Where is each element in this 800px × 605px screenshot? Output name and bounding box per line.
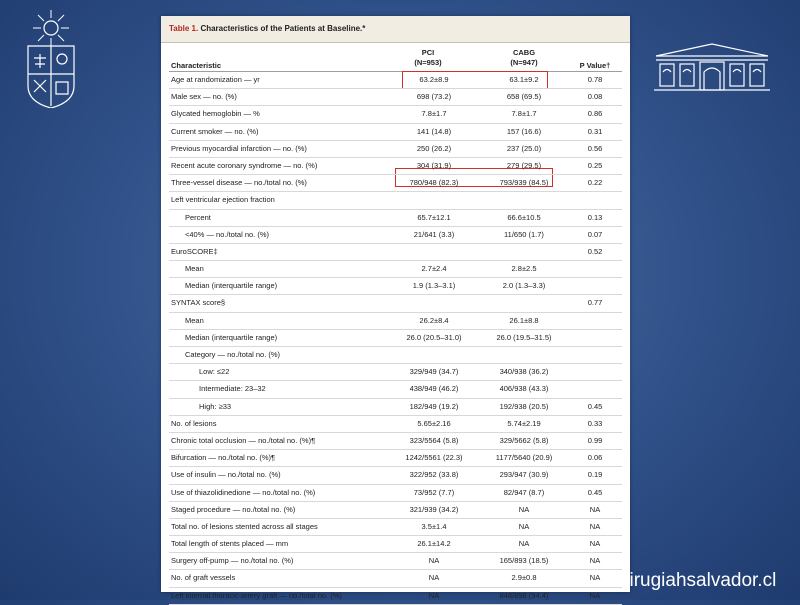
row-label: <40% — no./total no. (%) [185,229,270,239]
row-cabg-value: 848/898 (94.4) [499,590,549,600]
row-p-value: 0.77 [587,298,603,308]
row-pci-value: NA [428,556,440,566]
row-cabg-value: 165/893 (18.5) [499,556,549,566]
row-label: Previous myocardial infarction — no. (%) [171,143,307,153]
row-p-value: 0.52 [587,246,603,256]
row-label: Staged procedure — no./total no. (%) [171,504,296,514]
table-row [169,72,622,89]
table-row [169,399,622,416]
row-cabg-value: 26.0 (19.5–31.5) [496,332,552,342]
table-row [169,106,622,123]
row-pci-value: 26.2±8.4 [419,315,449,325]
table-body [169,72,622,605]
table-title-bar [161,16,630,43]
table-row [169,278,622,295]
row-pci-value: 182/949 (19.2) [409,401,459,411]
table-title: Characteristics of the Patients at Baseline.* [200,24,366,33]
row-label: SYNTAX score§ [171,298,226,308]
row-pci-value: 323/5564 (5.8) [409,435,459,445]
table-row [169,313,622,330]
row-label: Three-vessel disease — no./total no. (%) [171,178,307,188]
column-pci [373,48,483,68]
table-column-header [169,43,622,72]
row-cabg-value: 279 (29.5) [506,160,542,170]
row-p-value: NA [589,590,601,600]
table-row [169,124,622,141]
row-label: Use of thiazolidinedione — no./total no. (%) [171,487,316,497]
table-row [169,519,622,536]
row-label: No. of graft vessels [171,573,236,583]
row-pci-value: 141 (14.8) [416,126,452,136]
table-row [169,570,622,587]
row-p-value: 0.25 [587,160,603,170]
row-pci-value: 780/948 (82.3) [409,178,459,188]
table-row [169,210,622,227]
row-cabg-value: NA [518,539,530,549]
row-p-value: NA [589,521,601,531]
table-row [169,381,622,398]
row-cabg-value: NA [518,521,530,531]
row-label: Current smoker — no. (%) [171,126,259,136]
row-pci-value: 250 (26.2) [416,143,452,153]
row-cabg-value: 66.6±10.5 [507,212,541,222]
row-p-value: 0.22 [587,178,603,188]
row-cabg-value: 11/650 (1.7) [504,229,544,239]
row-label: Low: ≤22 [199,367,230,377]
row-p-value: 0.19 [587,470,603,480]
table-row [169,588,622,605]
table-row [169,364,622,381]
row-p-value: 0.07 [587,229,603,239]
hospital-building-icon [652,42,772,92]
table-row [169,261,622,278]
row-pci-value: 322/952 (33.8) [409,470,459,480]
table-row [169,244,622,261]
row-p-value: 0.78 [587,75,603,84]
row-cabg-value: 406/938 (43.3) [499,384,549,394]
row-pci-value: 698 (73.2) [416,92,452,102]
footer-url: cirugiahsalvador.cl [620,570,777,591]
row-label: Glycated hemoglobin — % [171,109,260,119]
row-cabg-value: 340/938 (36.2) [499,367,549,377]
table-row [169,502,622,519]
row-label: Total length of stents placed — mm [171,539,289,549]
table-row [169,158,622,175]
row-label: Chronic total occlusion — no./total no. (%)¶ [171,435,316,445]
row-pci-value: 1.9 (1.3–3.1) [412,281,456,291]
row-p-value: NA [589,556,601,566]
row-cabg-value: 2.8±2.5 [511,264,537,274]
row-label: Male sex — no. (%) [171,92,237,102]
university-crest-icon [22,8,80,108]
row-p-value: 0.45 [587,487,603,497]
row-p-value: 0.99 [587,435,603,445]
row-label: Total no. of lesions stented across all stages [171,521,318,531]
row-pci-value: 3.5±1.4 [421,521,447,531]
row-p-value: 0.06 [587,453,603,463]
column-pci-name: PCI [421,48,435,57]
row-p-value: 0.33 [587,418,603,428]
column-p-value: P Value† [579,61,611,70]
row-pci-value: 329/949 (34.7) [409,367,459,377]
table-label: Table 1. [169,24,199,33]
row-label: Percent [185,212,211,222]
table-row [169,536,622,553]
row-label: Median (interquartile range) [185,332,278,342]
column-pci-n: (N=953) [414,58,442,67]
baseline-table-panel [161,16,630,600]
row-pci-value: 21/641 (3.3) [413,229,455,239]
column-cabg [469,48,579,68]
row-cabg-value: 1177/5640 (20.9) [495,453,553,463]
row-label: Mean [185,264,204,274]
row-pci-value: 7.8±1.7 [421,109,447,119]
row-label: EuroSCORE‡ [171,246,218,256]
row-label: Bifurcation — no./total no. (%)¶ [171,453,276,463]
row-pci-value: NA [428,590,440,600]
row-label: High: ≥33 [199,401,232,411]
row-p-value: NA [589,504,601,514]
row-cabg-value: 7.8±1.7 [511,109,537,119]
row-cabg-value: 2.0 (1.3–3.3) [502,281,546,291]
row-cabg-value: 26.1±8.8 [509,315,539,325]
row-cabg-value: 2.9±0.8 [511,573,537,583]
row-pci-value: 1242/5561 (22.3) [405,453,463,463]
row-cabg-value: 63.1±9.2 [509,75,539,84]
column-cabg-n: (N=947) [510,58,538,67]
row-pci-value: 26.1±14.2 [417,539,451,549]
row-label: No. of lesions [171,418,217,428]
row-pci-value: 26.0 (20.5–31.0) [406,332,462,342]
row-label: Intermediate: 23–32 [199,384,266,394]
row-cabg-value: 658 (69.5) [506,92,542,102]
row-cabg-value: 293/947 (30.9) [499,470,549,480]
table-row [169,450,622,467]
column-characteristic: Characteristic [171,61,222,70]
table-row [169,416,622,433]
row-pci-value: 63.2±8.9 [419,75,449,84]
row-pci-value: 438/949 (46.2) [409,384,459,394]
row-p-value: 0.08 [587,92,603,102]
table-row [169,347,622,364]
table-row [169,227,622,244]
table-row [169,467,622,484]
table-row [169,175,622,192]
table-row [169,192,622,209]
row-p-value: NA [589,539,601,549]
row-p-value: 0.31 [587,126,603,136]
row-pci-value: 73/952 (7.7) [413,487,455,497]
row-cabg-value: 793/939 (84.5) [499,178,549,188]
table-row [169,485,622,502]
row-pci-value: 304 (31.9) [416,160,452,170]
table-row [169,330,622,347]
row-cabg-value: 5.74±2.19 [507,418,541,428]
row-pci-value: NA [428,573,440,583]
table-row [169,295,622,312]
row-p-value: 0.86 [587,109,603,119]
row-label: Surgery off-pump — no./total no. (%) [171,556,294,566]
row-label: Left internal thoracic-artery graft — no./total no. (%) [171,590,342,600]
row-label: Category — no./total no. (%) [185,350,281,359]
row-label: Use of insulin — no./total no. (%) [171,470,281,480]
row-label: Mean [185,315,204,325]
table-row [169,553,622,570]
table-row [169,89,622,106]
row-label: Recent acute coronary syndrome — no. (%) [171,160,318,170]
row-label: Left ventricular ejection fraction [171,195,275,205]
row-pci-value: 321/939 (34.2) [409,504,459,514]
table-row [169,433,622,450]
row-pci-value: 2.7±2.4 [421,264,447,274]
row-p-value: 0.45 [587,401,603,411]
row-cabg-value: 157 (16.6) [506,126,542,136]
row-cabg-value: 329/5662 (5.8) [499,435,549,445]
row-pci-value: 5.65±2.16 [417,418,451,428]
row-label: Median (interquartile range) [185,281,278,291]
row-pci-value: 65.7±12.1 [417,212,451,222]
row-p-value: 0.56 [587,143,603,153]
row-cabg-value: NA [518,504,530,514]
row-cabg-value: 237 (25.0) [506,143,542,153]
column-cabg-name: CABG [512,48,536,57]
table-row [169,141,622,158]
row-label: Age at randomization — yr [171,75,260,84]
row-p-value: NA [589,573,601,583]
row-cabg-value: 82/947 (8.7) [503,487,545,497]
row-cabg-value: 192/938 (20.5) [499,401,549,411]
row-p-value: 0.13 [587,212,603,222]
